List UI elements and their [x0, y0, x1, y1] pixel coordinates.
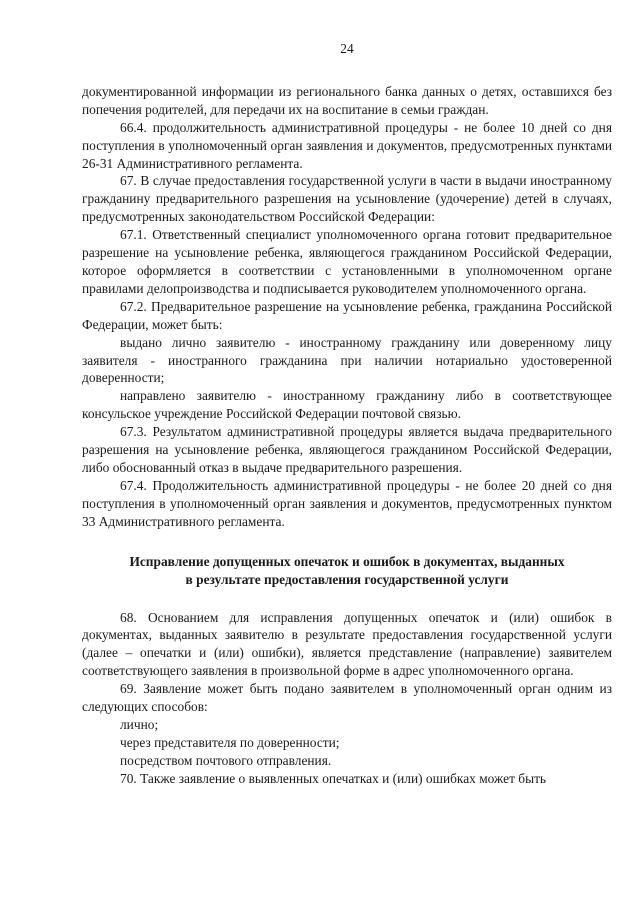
section-heading — [82, 553, 612, 589]
section-heading-line-1: Исправление допущенных опечаток и ошибок в документах, выданных — [129, 553, 565, 569]
paragraph-67-4: 67.4. Продолжительность административной процедуры - не более 20 дней со дня поступления в уполномоченный орган заявления и документов, предусмотренных пунктом 33 Административного регламента. — [82, 477, 612, 529]
list-item-issued-in-person: выдано лично заявителю - иностранному гражданину или доверенному лицу заявителя - иностранного гражданина при наличии нотариально удостоверенной доверенности; — [82, 334, 612, 386]
section-heading-line-2: в результате предоставления государственной услуги — [185, 571, 509, 587]
paragraph-continuation: документированной информации из регионального банка данных о детях, оставшихся без попечения родителей, для передачи их на воспитание в семьи граждан. — [82, 83, 612, 117]
paragraph-67-3: 67.3. Результатом административной процедуры является выдача предварительного разрешения на усыновление ребенка, являющегося гражданином Российской Федерации, либо обоснованный отказ в выдаче предварительного разрешения. — [82, 424, 612, 475]
list-item-by-proxy: через представителя по доверенности; — [120, 734, 340, 750]
paragraph-69: 69. Заявление может быть подано заявителем в уполномоченный орган одним из следующих способов: — [82, 681, 612, 715]
list-item-in-person: лично; — [120, 717, 159, 732]
list-item-sent-by-mail: направлено заявителю - иностранному гражданину либо в соответствующее консульское учреждение Российской Федерации почтовой связью. — [82, 388, 612, 422]
paragraph-67-1: 67.1. Ответственный специалист уполномоченного органа готовит предварительное разрешение на усыновление ребенка, являющегося гражданином Российской Федерации, которое оформляется в соответствии с установленными в уполномоченном органе правилами делопроизводства и подписывается руководителем уполномоченного органа. — [82, 227, 612, 296]
paragraph-67-2: 67.2. Предварительное разрешение на усыновление ребенка, гражданина Российской Федерации, может быть: — [82, 298, 612, 332]
paragraph-68: 68. Основанием для исправления допущенных опечаток и (или) ошибок в документах, выданных заявителю в результате предоставления государственной услуги (далее – опечатки и (или) ошибки), является представление (направление) заявителем соответствующего заявления в произвольной форме в адрес уполномоченного органа. — [82, 609, 612, 679]
body-text-after-heading — [82, 609, 612, 788]
paragraph-66-4: 66.4. продолжительность административной процедуры - не более 10 дней со дня поступления в уполномоченный орган заявления и документов, предусмотренных пунктами 26-31 Административного регламента. — [82, 119, 612, 171]
paragraph-67: 67. В случае предоставления государственной услуги в части в выдачи иностранному гражданину предварительного разрешения на усыновление (удочерение) детей в случаях, предусмотренных законодательством Российской Федерации: — [82, 173, 612, 225]
paragraph-70: 70. Также заявление о выявленных опечатках и (или) ошибках может быть — [120, 770, 547, 786]
page-number: 24 — [340, 41, 354, 56]
body-text-before-heading — [82, 83, 612, 531]
list-item-by-post: посредством почтового отправления. — [120, 752, 332, 768]
